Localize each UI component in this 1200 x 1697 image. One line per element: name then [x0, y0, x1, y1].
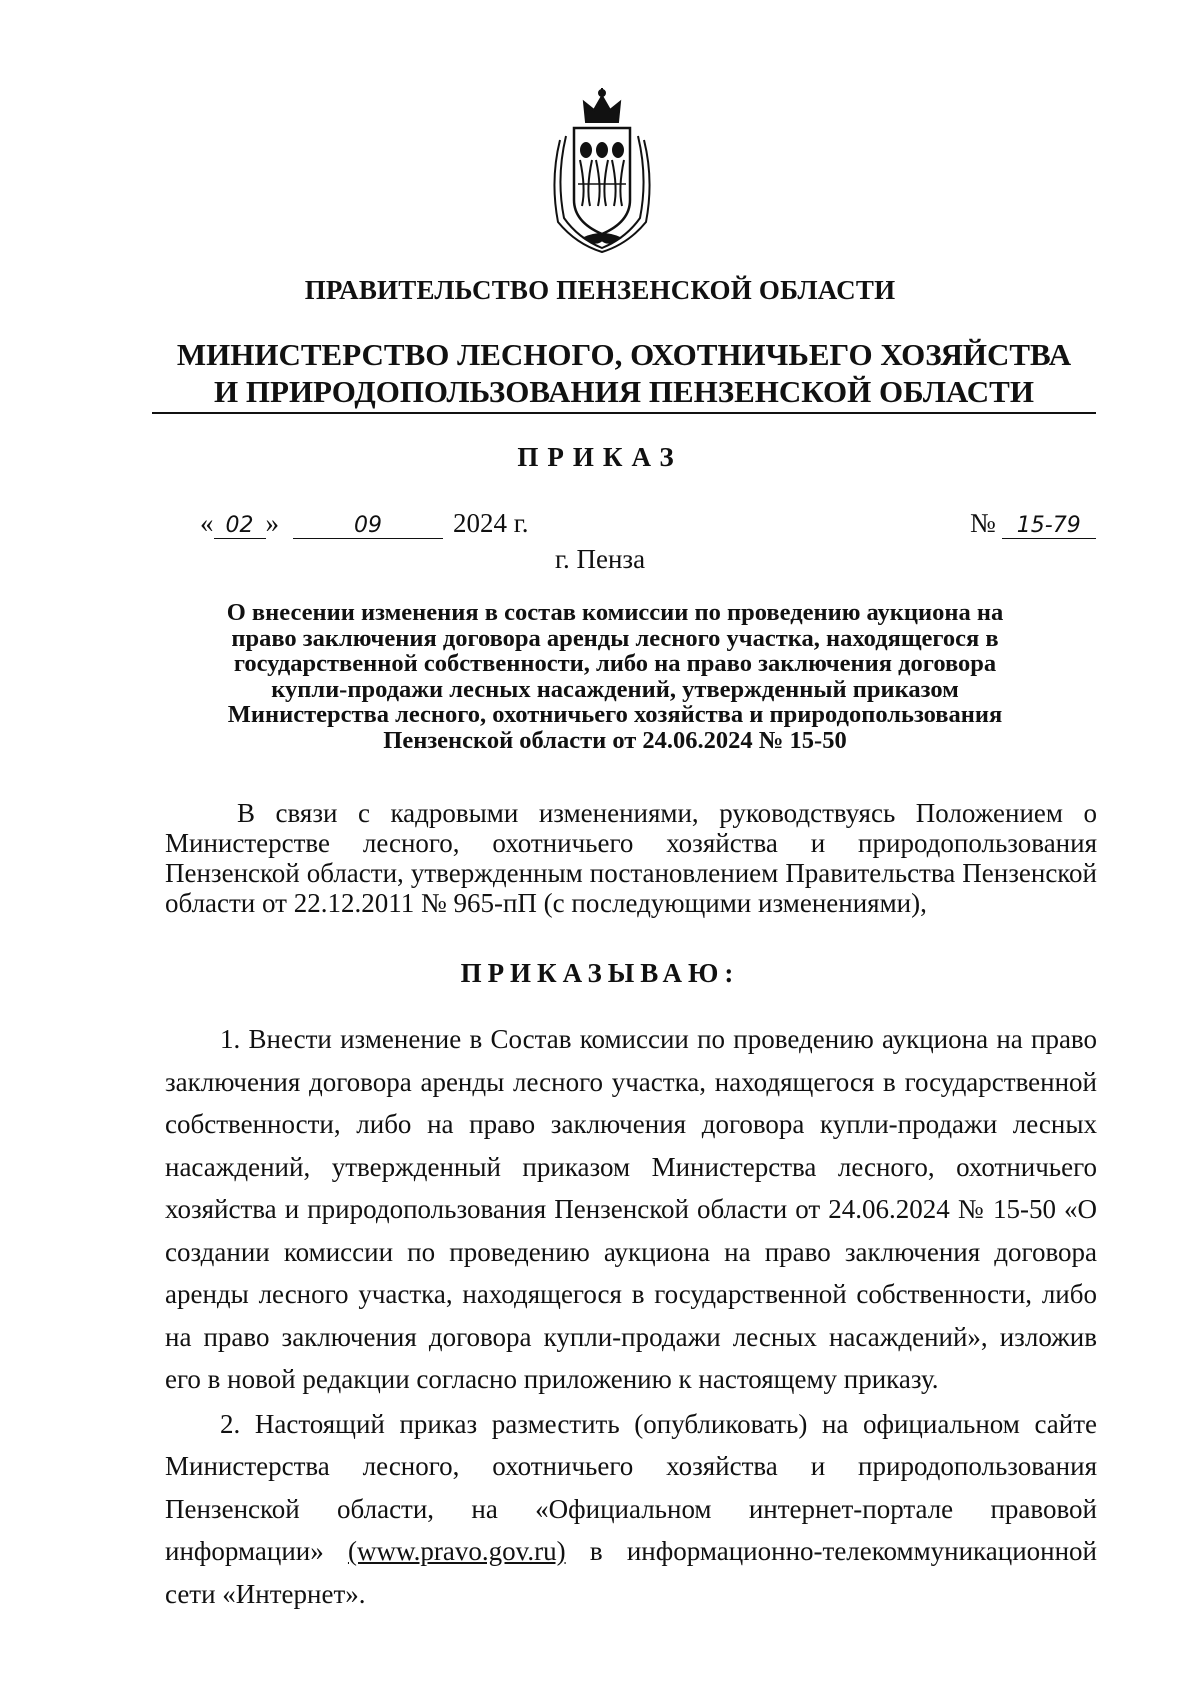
order-directive-word: ПРИКАЗЫВАЮ:: [460, 958, 740, 988]
order-number: [970, 508, 1096, 539]
order-items: [165, 1018, 1097, 1617]
date-quote-open: «: [200, 508, 214, 538]
ministry-title-line-1: МИНИСТЕРСТВО ЛЕСНОГО, ОХОТНИЧЬЕГО ХОЗЯЙСТВА: [176, 337, 1072, 372]
order-subject: О внесении изменения в состав комиссии по проведению аукциона на право заключения договора аренды лесного участка, находящегося в государственной собственности, либо на право заключения договора купли-продажи лесных насаждений, утвержденный приказом Министерства лесного, охотничьего хозяйства и природопользования Пензенской области от 24.06.2024 № 15-50: [226, 599, 1004, 754]
order-item-2-text-after: в информационно-телекоммуникационной сети «Интернет».: [165, 1536, 1097, 1609]
preamble-paragraph: В связи с кадровыми изменениями, руководствуясь Положением о Министерстве лесного, охотничьего хозяйства и природопользования Пензенской области, утвержденным постановлением Правительства Пензенской области от 22.12.2011 № 965-пП (с последующими изменениями),: [165, 798, 1097, 918]
header-divider: [152, 412, 1096, 414]
government-title: ПРАВИТЕЛЬСТВО ПЕНЗЕНСКОЙ ОБЛАСТИ: [304, 275, 896, 305]
issue-city: г. Пенза: [554, 544, 646, 574]
pravo-gov-link[interactable]: (www.pravo.gov.ru): [347, 1536, 566, 1566]
date-quote-close: »: [265, 508, 279, 538]
order-item-1: 1. Внести изменение в Состав комиссии по проведению аукциона на право заключения договора аренды лесного участка, находящегося в государственной собственности, либо на право заключения договора купли-продажи лесных насаждений, утвержденный приказом Министерства лесного, охотничьего хозяйства и природопользования Пензенской области от 24.06.2024 № 15-50 «О создании комиссии по проведению аукциона на право заключения договора аренды лесного участка, находящегося в государственной собственности, либо на право заключения договора купли-продажи лесных насаждений», изложив его в новой редакции согласно приложению к настоящему приказу.: [165, 1024, 1097, 1394]
number-sign: №: [970, 508, 996, 538]
penza-region-coat-of-arms-icon: [548, 88, 656, 254]
ministry-title-line-2: И ПРИРОДОПОЛЬЗОВАНИЯ ПЕНЗЕНСКОЙ ОБЛАСТИ: [214, 374, 1034, 409]
order-item-2-text-before: 2. Настоящий приказ разместить (опубликовать) на официальном сайте Министерства лесного, охотничьего хозяйства и природопользования Пензенской области, на «Официальном интернет-портале правовой информации»: [165, 1408, 1097, 1566]
order-date: [200, 508, 529, 539]
date-year: 2024 г.: [453, 508, 529, 538]
order-item-2: [165, 1403, 1097, 1616]
date-month: 09: [293, 513, 443, 539]
date-day: 02: [214, 513, 266, 539]
ministry-title: [150, 336, 1098, 410]
document-type-title: ПРИКАЗ: [517, 442, 683, 472]
order-number-value: 15-79: [1002, 513, 1096, 539]
